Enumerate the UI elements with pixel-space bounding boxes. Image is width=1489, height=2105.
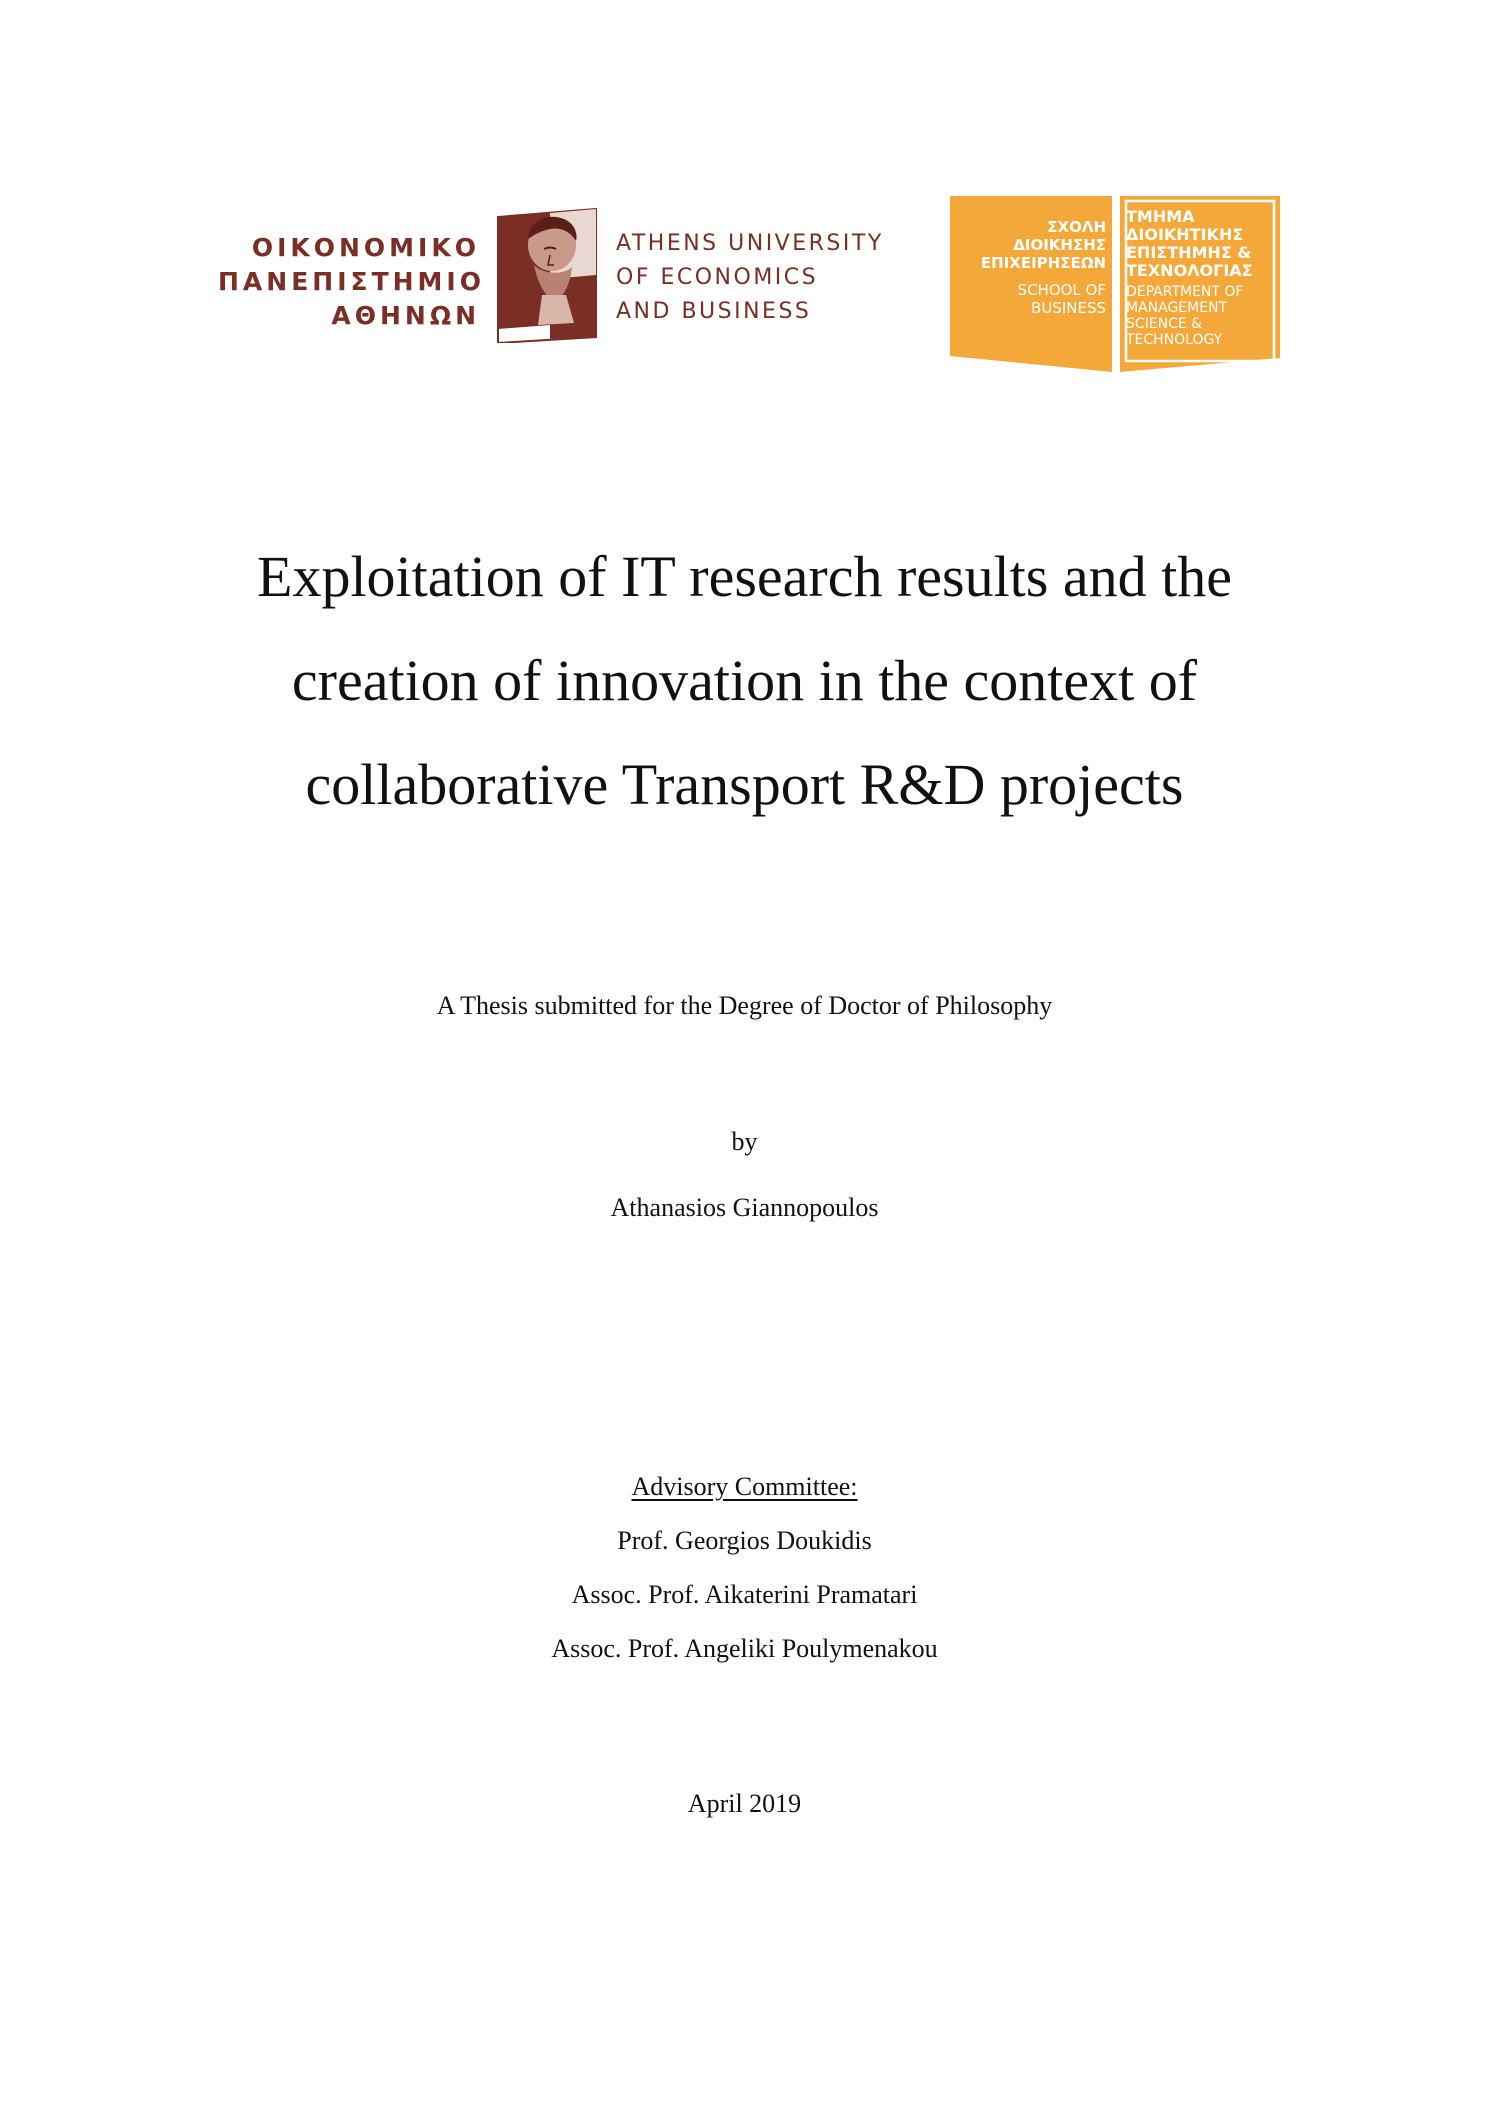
aueb-greek-line: ΟΙΚΟΝΟΜΙΚΟ — [251, 233, 480, 262]
aueb-greek-line: ΠΑΝΕΠΙΣΤΗΜΙΟ — [218, 267, 485, 296]
school-greek-line: ΔΙΟΙΚΗΣΗΣ — [1013, 236, 1106, 254]
department-greek-line: ΔΙΟΙΚΗΤΙΚΗΣ — [1126, 225, 1244, 244]
department-greek-line: ΤΕΧΝΟΛΟΓΙΑΣ — [1126, 261, 1253, 280]
department-text — [1126, 208, 1276, 348]
department-greek-line: ΤΜΗΜΑ — [1126, 207, 1195, 226]
submission-date: April 2019 — [687, 1789, 802, 1818]
by-label: by — [731, 1127, 758, 1156]
author-name: Athanasios Giannopoulos — [610, 1193, 879, 1222]
title-line: collaborative Transport R&D projects — [305, 752, 1184, 817]
committee-heading: Advisory Committee: — [631, 1472, 858, 1501]
department-english-line: DEPARTMENT OF — [1126, 284, 1244, 300]
department-english-line: TECHNOLOGY — [1126, 332, 1223, 348]
committee-member: Assoc. Prof. Aikaterini Pramatari — [571, 1580, 918, 1609]
degree-statement: A Thesis submitted for the Degree of Doctor of Philosophy — [436, 991, 1053, 1020]
department-english-line: SCIENCE & — [1126, 316, 1203, 332]
thesis-title — [150, 525, 1339, 837]
title-line: creation of innovation in the context of — [291, 648, 1198, 713]
aueb-logo — [218, 205, 884, 345]
aueb-greek-name — [218, 231, 485, 333]
school-left-text — [956, 218, 1106, 317]
title-line: Exploitation of IT research results and the — [257, 544, 1232, 609]
school-english-line: SCHOOL OF — [1017, 281, 1106, 299]
department-english-line: MANAGEMENT — [1126, 300, 1228, 316]
bust-emblem-icon — [494, 205, 600, 343]
school-english-line: BUSINESS — [1031, 299, 1106, 317]
school-greek-line: ΣΧΟΛΗ — [1047, 218, 1106, 236]
committee-member: Assoc. Prof. Angeliki Poulymenakou — [551, 1634, 938, 1663]
school-greek-line: ΕΠΙΧΕΙΡΗΣΕΩΝ — [980, 254, 1106, 272]
committee-member: Prof. Georgios Doukidis — [617, 1526, 872, 1555]
school-of-business-logo — [950, 196, 1280, 372]
department-greek-line: ΕΠΙΣΤΗΜΗΣ & — [1126, 243, 1252, 262]
aueb-english-line: AND BUSINESS — [616, 299, 812, 324]
aueb-greek-line: ΑΘΗΝΩΝ — [331, 301, 480, 330]
aueb-english-name — [616, 227, 884, 329]
aueb-english-line: ATHENS UNIVERSITY — [616, 231, 884, 256]
aueb-english-line: OF ECONOMICS — [616, 265, 819, 290]
advisory-committee — [0, 1460, 1489, 1676]
